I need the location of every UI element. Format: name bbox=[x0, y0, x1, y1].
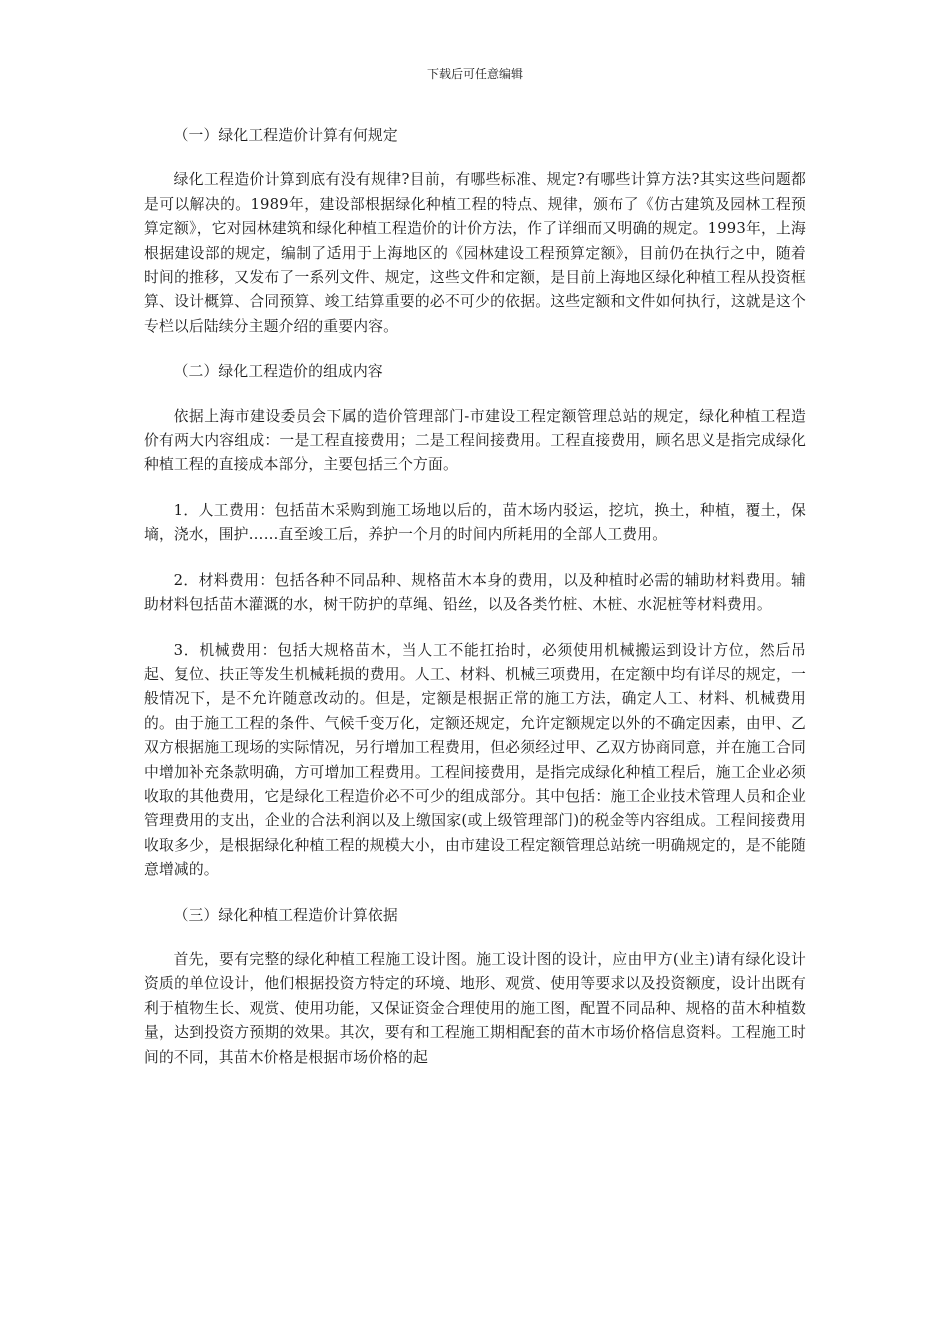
page-header: 下载后可任意编辑 bbox=[426, 67, 523, 81]
paragraph-3: 首先，要有完整的绿化种植工程施工设计图。施工设计图的设计，应由甲方(业主)请有绿化设计资质的单位设计，他们根据投资方特定的环境、地形、观赏、使用等要求以及投资额度，设计出既有利于植物生长、观赏、使用功能，又保证资金合理使用的施工图，配置不同品种、规格的苗木种植数量，达到投资方预期的效果。其次，要有和工程施工期相配套的苗木市场价格信息资料。工程施工时间的不同，其苗木价格是根据市场价格的起 bbox=[144, 950, 806, 1066]
list-item-material-cost: 2．材料费用：包括各种不同品种、规格苗木本身的费用，以及种植时必需的辅助材料费用。辅助材料包括苗木灌溉的水，树干防护的草绳、铅丝，以及各类竹桩、木桩、水泥桩等材料费用。 bbox=[144, 571, 806, 614]
section-heading-1: （一）绿化工程造价计算有何规定 bbox=[173, 127, 398, 144]
section-heading-2: （二）绿化工程造价的组成内容 bbox=[173, 363, 383, 381]
paragraph-1: 绿化工程造价计算到底有没有规律?目前，有哪些标准、规定?有哪些计算方法?其实这些问题都是可以解决的。1989年，建设部根据绿化种植工程的特点、规律，颁布了《仿古建筑及园林工程预算定额》，它对园林建筑和绿化种植工程造价的计价方法，作了详细而又明确的规定。1993年，上海根据建设部的规定，编制了适用于上海地区的《园林建设工程预算定额》，目前仍在执行之中，随着时间的推移，又发布了一系列文件、规定，这些文件和定额，是目前上海地区绿化种植工程从投资框算、设计概算、合同预算、竣工结算重要的必不可少的依据。这些定额和文件如何执行，这就是这个专栏以后陆续分主题介绍的重要内容。 bbox=[144, 171, 806, 335]
paragraph-2: 依据上海市建设委员会下属的造价管理部门-市建设工程定额管理总站的规定，绿化种植工程造价有两大内容组成：一是工程直接费用；二是工程间接费用。工程直接费用，顾名思义是指完成绿化种植工程的直接成本部分，主要包括三个方面。 bbox=[144, 407, 806, 474]
document-body bbox=[144, 124, 806, 1070]
list-item-labor-cost: 1．人工费用：包括苗木采购到施工场地以后的，苗木场内驳运，挖坑，换土，种植，覆土，保墒，浇水，围护……直至竣工后，养护一个月的时间内所耗用的全部人工费用。 bbox=[144, 501, 806, 544]
list-item-machinery-cost: 3．机械费用：包括大规格苗木，当人工不能扛抬时，必须使用机械搬运到设计方位，然后吊起、复位、扶正等发生机械耗损的费用。人工、材料、机械三项费用，在定额中均有详尽的规定，一般情况下，是不允许随意改动的。但是，定额是根据正常的施工方法，确定人工、材料、机械费用的。由于施工工程的条件、气候千变万化，定额还规定，允许定额规定以外的不确定因素，由甲、乙双方根据施工现场的实际情况，另行增加工程费用，但必须经过甲、乙双方协商同意，并在施工合同中增加补充条款明确，方可增加工程费用。工程间接费用，是指完成绿化种植工程后，施工企业必须收取的其他费用，它是绿化工程造价必不可少的组成部分。其中包括：施工企业技术管理人员和企业管理费用的支出，企业的合法利润以及上缴国家(或上级管理部门)的税金等内容组成。工程间接费用收取多少，是根据绿化种植工程的规模大小，由市建设工程定额管理总站统一明确规定的，是不能随意增减的。 bbox=[144, 641, 806, 879]
section-heading-3: （三）绿化种植工程造价计算依据 bbox=[173, 906, 398, 924]
